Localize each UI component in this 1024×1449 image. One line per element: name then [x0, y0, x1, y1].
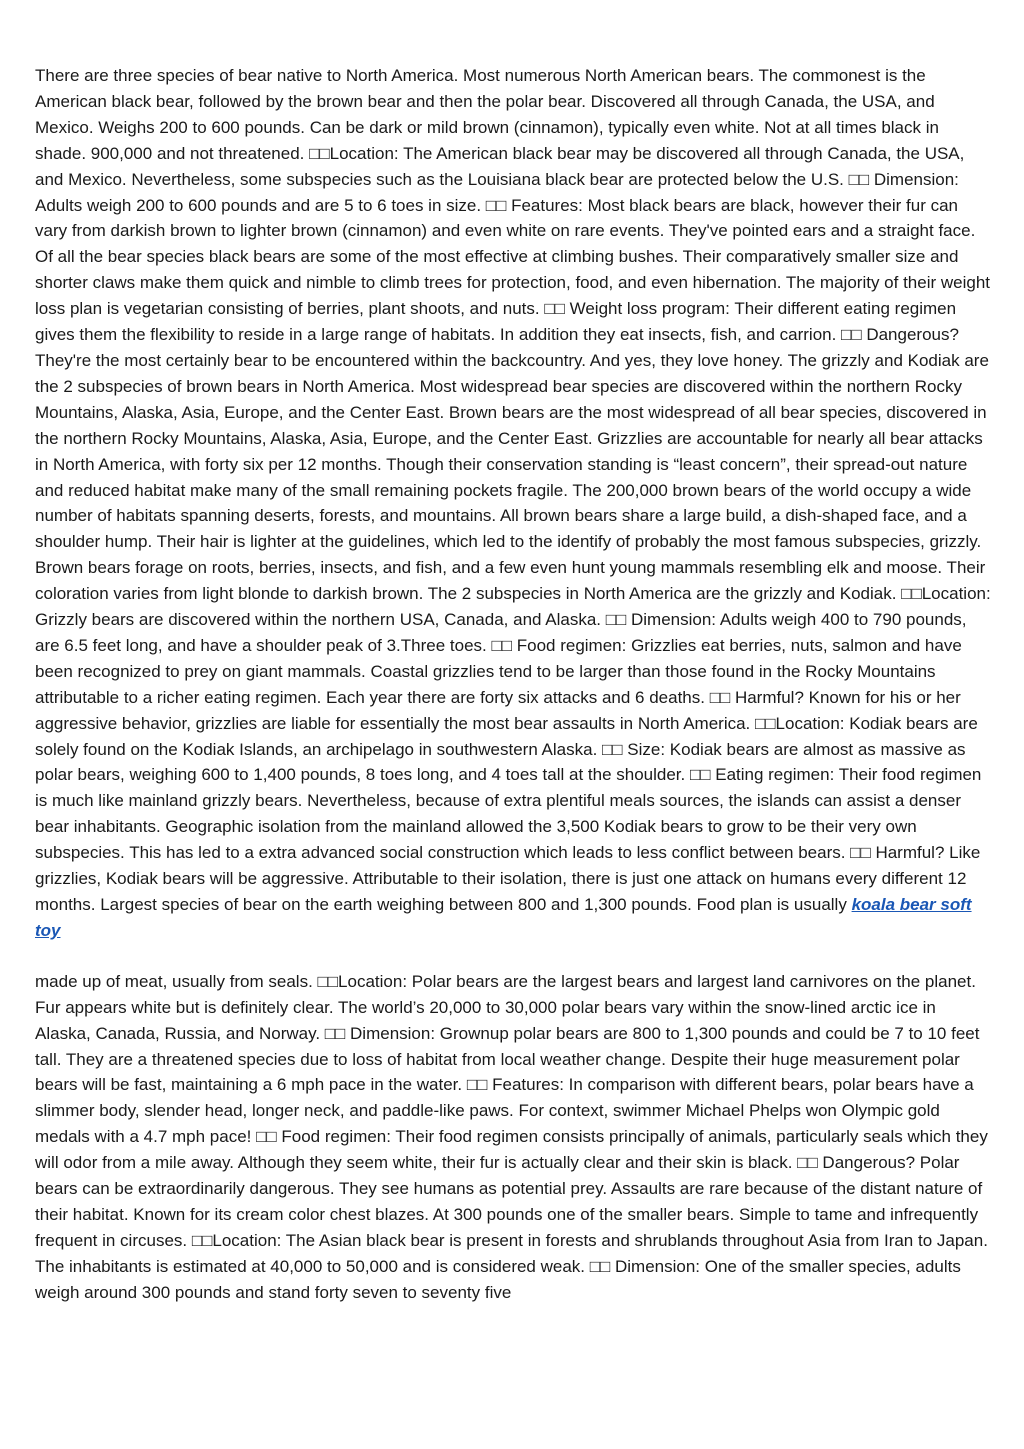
koala-bear-soft-toy-link[interactable]: koala bear soft toy — [35, 895, 972, 940]
body-paragraph-2 — [35, 969, 991, 1306]
paragraph-2-text: made up of meat, usually from seals. □□Location: Polar bears are the largest bears and largest land carnivores on the planet. Fur appears white but is definitely clear. The world’s 20,000 to 30,000 polar bears vary within the snow-lined arctic ice in Alaska, Canada, Russia, and Norway. □□ Dimension: Grownup polar bears are 800 to 1,300 pounds and could be 7 to 10 feet tall. They are a threatened species due to loss of habitat from local weather change. Despite their huge measurement polar bears will be fast, maintaining a 6 mph pace in the water. □□ Features: In comparison with different bears, polar bears have a slimmer body, slender head, longer neck, and paddle-like paws. For context, swimmer Michael Phelps won Olympic gold medals with a 4.7 mph pace! □□ Food regimen: Their food regimen consists principally of animals, particularly seals which they will odor from a mile away. Although they seem white, their fur is actually clear and their skin is black. □□ Dangerous? Polar bears can be extraordinarily dangerous. They see humans as potential prey. Assaults are rare because of the distant nature of their habitat. Known for its cream color chest blazes. At 300 pounds one of the smaller bears. Simple to tame and infrequently frequent in circuses. □□Location: The Asian black bear is present in forests and shrublands throughout Asia from Iran to Japan. The inhabitants is estimated at 40,000 to 50,000 and is considered weak. □□ Dimension: One of the smaller species, adults weigh around 300 pounds and stand forty seven to seventy five — [35, 971, 988, 1302]
document-body — [35, 63, 991, 1306]
paragraph-1-text: There are three species of bear native to North America. Most numerous North American bears. The commonest is the American black bear, followed by the brown bear and then the polar bear. Discovered all through Canada, the USA, and Mexico. Weighs 200 to 600 pounds. Can be dark or mild brown (cinnamon), typically even white. Not at all times black in shade. 900,000 and not threatened. □□Location: The American black bear may be discovered all through Canada, the USA, and Mexico. Nevertheless, some subspecies such as the Louisiana black bear are protected below the U.S. □□ Dimension: Adults weigh 200 to 600 pounds and are 5 to 6 toes in size. □□ Features: Most black bears are black, however their fur can vary from darkish brown to lighter brown (cinnamon) and even white on rare events. They've pointed ears and a straight face. Of all the bear species black bears are some of the most effective at climbing bushes. Their comparatively smaller size and shorter claws make them quick and nimble to climb trees for protection, food, and even hibernation. The majority of their weight loss plan is vegetarian consisting of berries, plant shoots, and nuts. □□ Weight loss program: Their different eating regimen gives them the flexibility to reside in a large range of habitats. In addition they eat insects, fish, and carrion. □□ Dangerous? They're the most certainly bear to be encountered within the backcountry. And yes, they love honey. The grizzly and Kodiak are the 2 subspecies of brown bears in North America. Most widespread bear species are discovered within the northern Rocky Mountains, Alaska, Asia, Europe, and the Center East. Brown bears are the most widespread of all bear species, discovered in the northern Rocky Mountains, Alaska, Asia, Europe, and the Center East. Grizzlies are accountable for nearly all bear attacks in North America, with forty six per 12 months. Though their conservation standing is “least concern”, their spread-out nature and reduced habitat make many of the small remaining pockets fragile. The 200,000 brown bears of the world occupy a wide number of habitats spanning deserts, forests, and mountains. All brown bears share a large build, a dish-shaped face, and a shoulder hump. Their hair is lighter at the guidelines, which led to the identify of probably the most famous subspecies, grizzly. Brown bears forage on roots, berries, insects, and fish, and a few even hunt young mammals resembling elk and moose. Their coloration varies from light blonde to darkish brown. The 2 subspecies in North America are the grizzly and Kodiak. □□Location: Grizzly bears are discovered within the northern USA, Canada, and Alaska. □□ Dimension: Adults weigh 400 to 790 pounds, are 6.5 feet long, and have a shoulder peak of 3.Three toes. □□ Food regimen: Grizzlies eat berries, nuts, salmon and have been recognized to prey on giant mammals. Coastal grizzlies tend to be larger than those found in the Rocky Mountains attributable to a richer eating regimen. Each year there are forty six attacks and 6 deaths. □□ Harmful? Known for his or her aggressive behavior, grizzlies are liable for essentially the most bear assaults in North America. □□Location: Kodiak bears are solely found on the Kodiak Islands, an archipelago in southwestern Alaska. □□ Size: Kodiak bears are almost as massive as polar bears, weighing 600 to 1,400 pounds, 8 toes long, and 4 toes tall at the shoulder. □□ Eating regimen: Their food regimen is much like mainland grizzly bears. Nevertheless, because of extra plentiful meals sources, the islands can assist a denser bear inhabitants. Geographic isolation from the mainland allowed the 3,500 Kodiak bears to grow to be their very own subspecies. This has led to a extra advanced social construction which leads to less conflict between bears. □□ Harmful? Like grizzlies, Kodiak bears will be aggressive. Attributable to their isolation, there is just one attack on humans every different 12 months. Largest species of bear on the earth weighing between 800 and 1,300 pounds. Food plan is usually — [35, 66, 991, 914]
body-paragraph-1 — [35, 63, 991, 944]
